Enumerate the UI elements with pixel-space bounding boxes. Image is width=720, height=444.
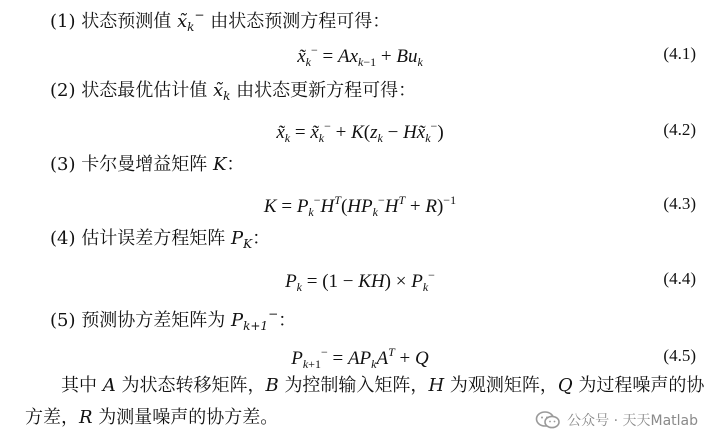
eq-number-4-5: (4.5) <box>663 346 696 365</box>
watermark <box>535 410 698 430</box>
var-x-tilde: $x̃_k$ <box>212 80 231 103</box>
var-p-k: $P_K$ <box>230 228 253 251</box>
step-3: (3) 卡尔曼增益矩阵 K： <box>50 154 245 175</box>
eq-number-4-3: (4.3) <box>663 194 696 213</box>
equation-4-2: $x̃_k$ = $x̃_k^- + K(z_k$ − $Hx̃_k^-$) <box>276 119 444 145</box>
definitions-paragraph: 其中 A 为状态转移矩阵，B 为控制输入矩阵，H 为观测矩阵，Q 为过程噪声的协方差，R 为测量噪声的协方差。 <box>25 375 705 428</box>
eq-number-4-2: (4.2) <box>663 120 696 139</box>
watermark-text: 公众号 · 天天Matlab <box>567 413 698 429</box>
step-2: (2) 状态最优估计值 $x̃_k$ 由状态更新方程可得： <box>50 80 417 103</box>
step-5: (5) 预测协方差矩阵为 $P_{k+1}^-$： <box>50 307 297 333</box>
equation-4-1: $x̃_k^- = Ax_{k-1} + Bu_k$ <box>297 43 423 69</box>
step-1: (1) 状态预测值 $x̃_k^-$ 由状态预测方程可得： <box>50 8 391 34</box>
step-4: (4) 估计误差方程矩阵 $P_K$： <box>50 228 271 251</box>
eq-number-4-1: (4.1) <box>663 44 696 63</box>
var-p-k-plus-1: $P_{k+1}^-$ <box>230 307 279 333</box>
var-x-tilde-minus: $x̃_k^-$ <box>176 8 205 34</box>
eq-number-4-4: (4.4) <box>663 269 696 288</box>
equation-4-5: $P_{k+1}^- = AP_kA^T + Q$ <box>291 345 429 371</box>
wechat-logo-icon <box>535 410 561 430</box>
var-k: K <box>212 154 227 175</box>
equation-4-4: $P_k = (1 - KH) \times P_k^-$ <box>285 268 435 294</box>
equation-4-3: $K = P_k^-H^T(HP_k^-H^T + R)^{-1}$ <box>263 193 457 219</box>
